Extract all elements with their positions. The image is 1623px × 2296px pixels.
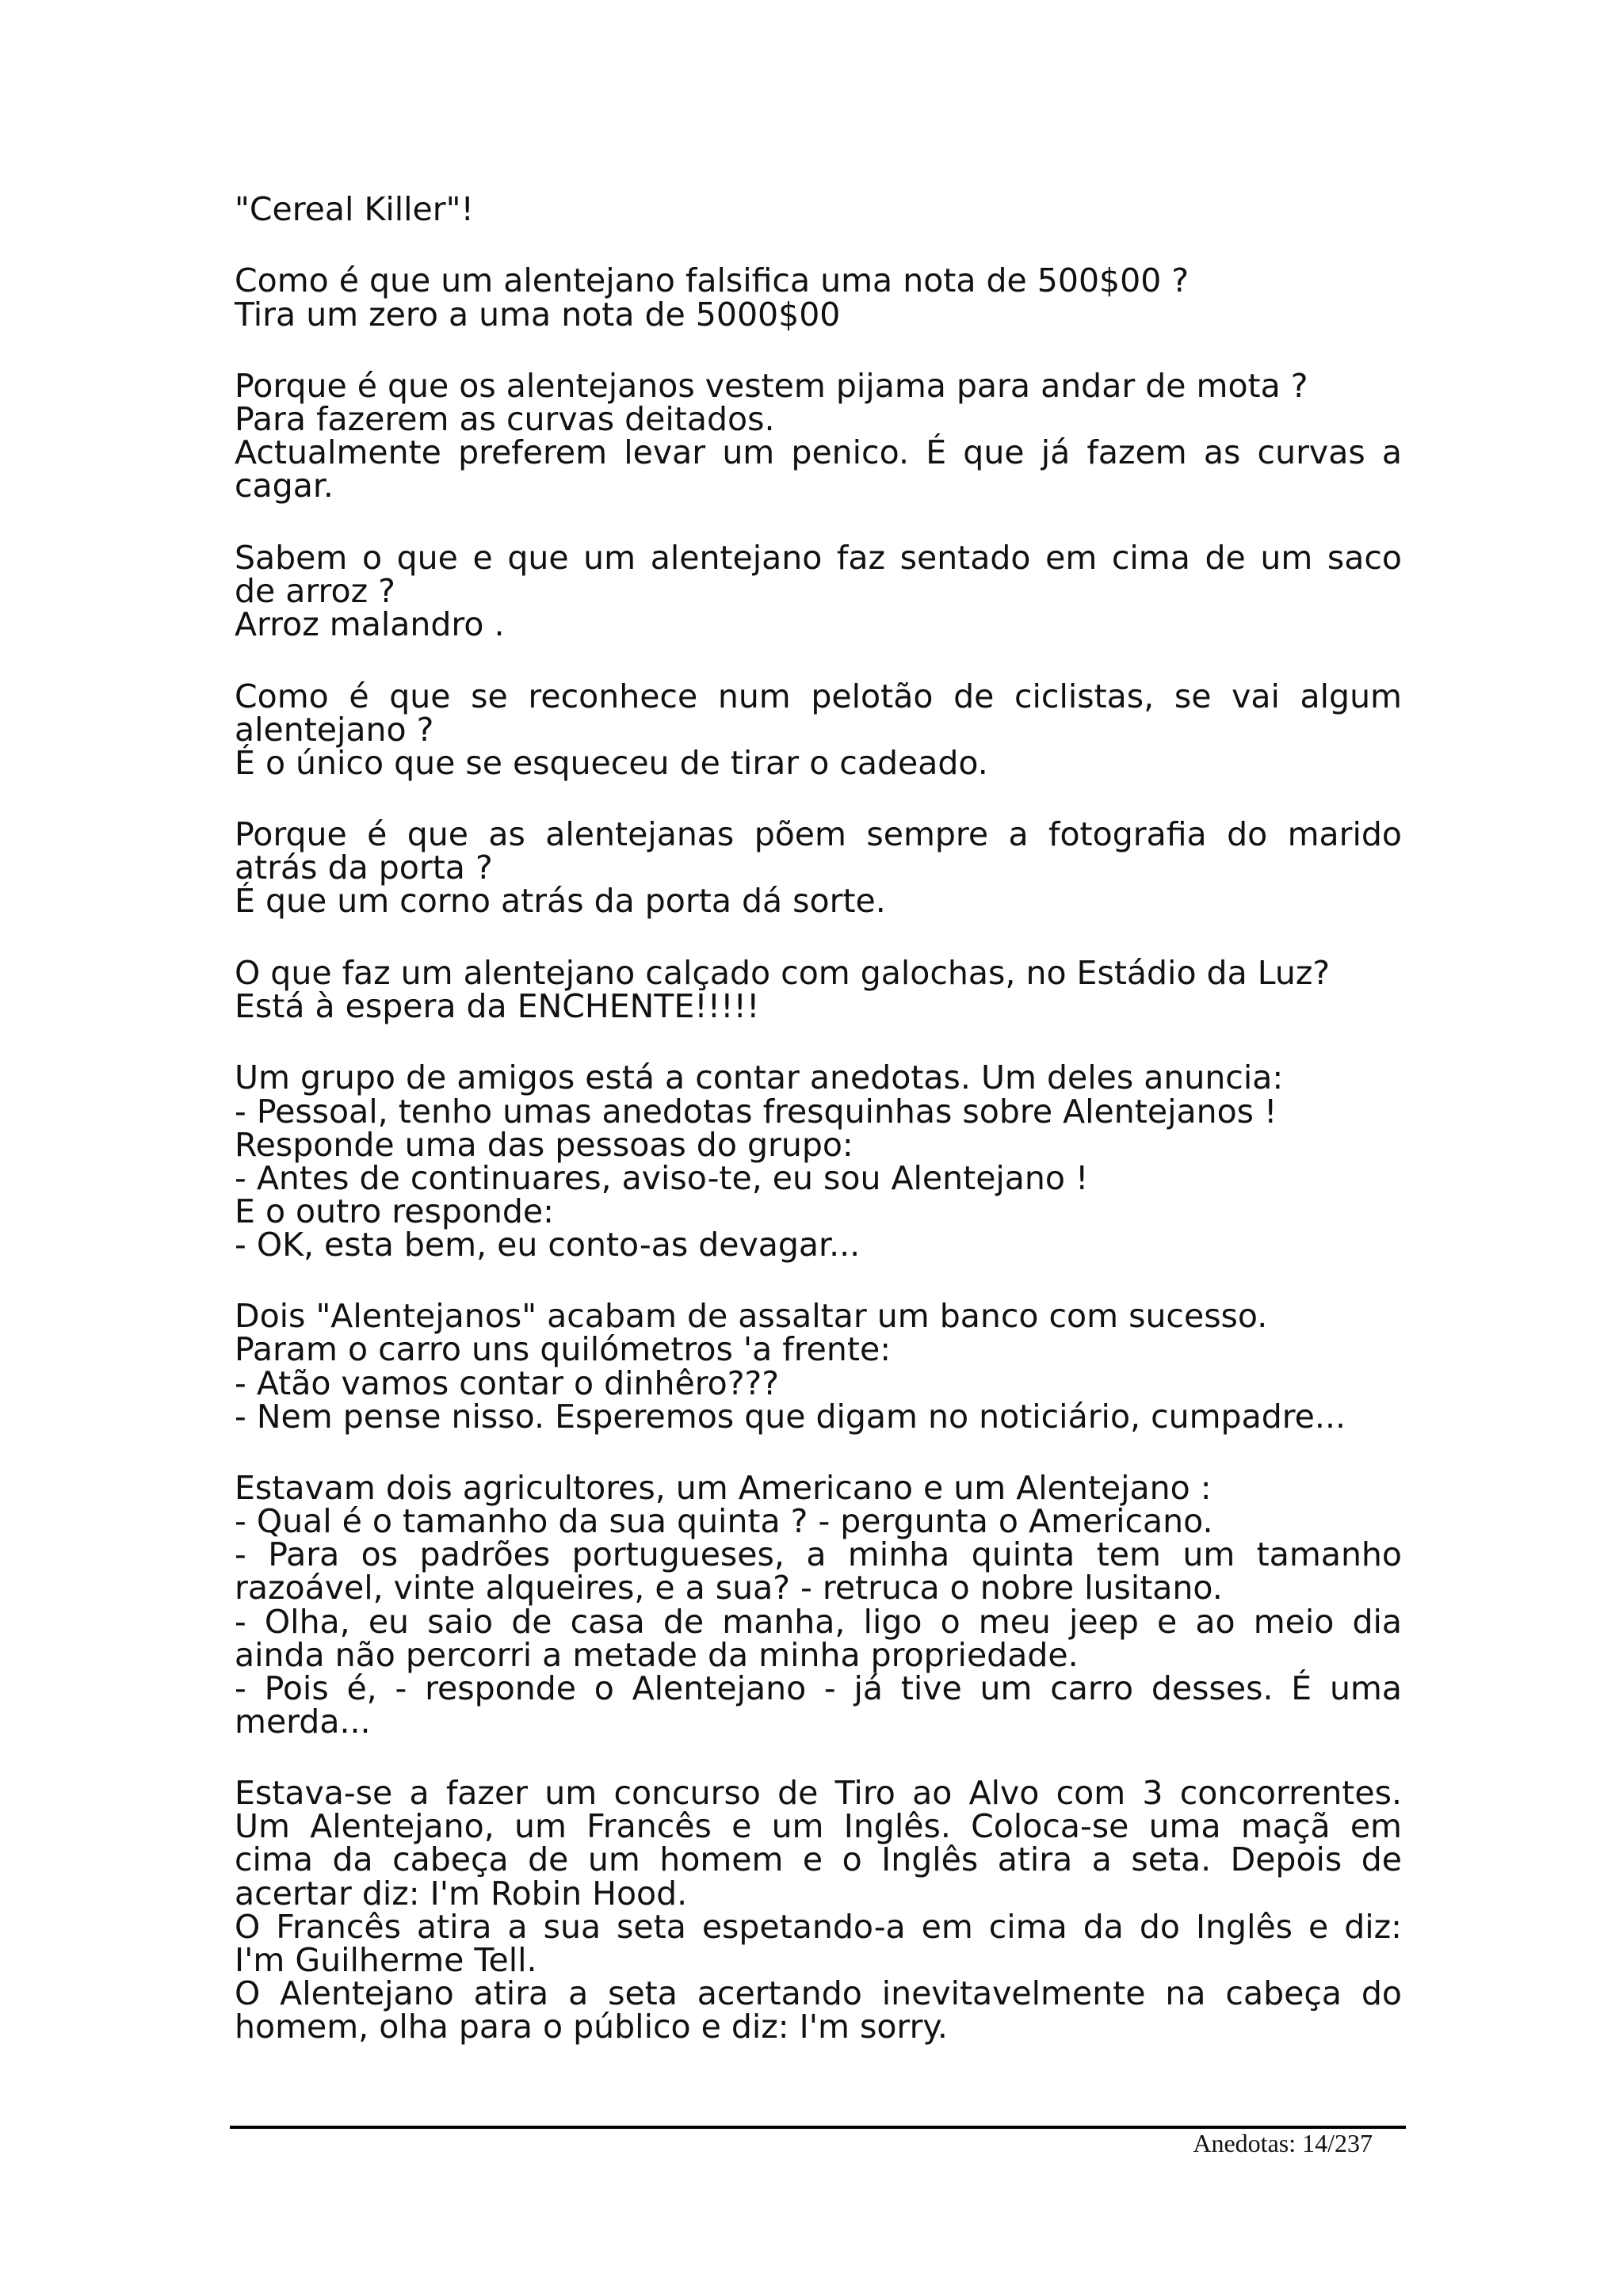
text-line: Como é que um alentejano falsifica uma nota de 500$00 ? [235,261,1190,300]
text-line: O Alentejano atira a seta acertando inevitavelmente na cabeça do [235,1974,1402,2012]
text-line: Estava-se a fazer um concurso de Tiro ao Alvo com 3 concorrentes. [235,1774,1402,1813]
text-line: É o único que se esqueceu de tirar o cadeado. [235,743,988,782]
text-line: "Cereal Killer"! [235,190,474,228]
text-line: de arroz ? [235,571,395,610]
text-line: E o outro responde: [235,1192,554,1230]
joke-paragraph [235,1297,1402,1436]
text-line: É que um corno atrás da porta dá sorte. [235,882,886,921]
text-line: homem, olha para o público e diz: I'm sorry. [235,2007,948,2046]
text-line: Como é que se reconhece num pelotão de ciclistas, se vai algum [235,677,1402,715]
text-line: Param o carro uns quilómetros 'a frente: [235,1330,892,1369]
text-line: - Atão vamos contar o dinhêro??? [235,1363,780,1402]
text-line: - Para os padrões portugueses, a minha quinta tem um tamanho [235,1535,1402,1574]
joke-paragraph [235,1058,1402,1264]
joke-paragraph [235,815,1402,921]
text-line: Dois "Alentejanos" acabam de assaltar um banco com sucesso. [235,1297,1268,1336]
joke-paragraph [235,1774,1402,2046]
joke-paragraph [235,261,1402,334]
joke-paragraph [235,953,1402,1025]
text-line: Estavam dois agricultores, um Americano e um Alentejano : [235,1469,1212,1508]
text-line: - Pois é, - responde o Alentejano - já tive um carro desses. É uma [235,1669,1402,1707]
text-line: Um Alentejano, um Francês e um Inglês. Coloca-se uma maçã em [235,1807,1402,1846]
text-line: O que faz um alentejano calçado com galochas, no Estádio da Luz? [235,953,1331,992]
text-line: ainda não percorri a metade da minha propriedade. [235,1635,1079,1674]
text-line: Porque é que os alentejanos vestem pijama para andar de mota ? [235,367,1308,406]
text-line: Arroz malandro . [235,605,505,644]
text-line: O Francês atira a sua seta espetando-a em cima da do Inglês e diz: [235,1907,1402,1946]
text-line: - Antes de continuares, aviso-te, eu sou Alentejano ! [235,1158,1089,1197]
text-line: merda... [235,1702,371,1741]
text-line: - Nem pense nisso. Esperemos que digam no noticiário, cumpadre... [235,1397,1346,1436]
text-line: atrás da porta ? [235,849,493,887]
text-line: I'm Guilherme Tell. [235,1940,537,1979]
text-line: razoável, vinte alqueires, e a sua? - retruca o nobre lusitano. [235,1569,1223,1608]
joke-paragraph [235,190,1402,228]
text-line: Actualmente preferem levar um penico. É que já fazem as curvas a [235,433,1402,472]
text-line: - Olha, eu saio de casa de manha, ligo o meu jeep e ao meio dia [235,1602,1402,1641]
joke-paragraph [235,1469,1402,1741]
text-line: cagar. [235,467,334,505]
joke-paragraph [235,677,1402,782]
text-line: cima da cabeça de um homem e o Inglês atira a seta. Depois de [235,1840,1402,1879]
page-body [235,190,1402,2046]
text-line: - Qual é o tamanho da sua quinta ? - pergunta o Americano. [235,1502,1213,1541]
text-line: Responde uma das pessoas do grupo: [235,1125,854,1164]
text-line: alentejano ? [235,710,434,749]
text-line: Sabem o que e que um alentejano faz sentado em cima de um saco [235,538,1402,577]
text-line: - Pessoal, tenho umas anedotas fresquinhas sobre Alentejanos ! [235,1092,1277,1131]
joke-paragraph [235,367,1402,505]
joke-paragraph [235,538,1402,644]
text-line: Para fazerem as curvas deitados. [235,400,775,439]
text-line: Porque é que as alentejanas põem sempre a fotografia do marido [235,815,1402,854]
text-line: Um grupo de amigos está a contar anedotas. Um deles anuncia: [235,1058,1284,1097]
text-line: - OK, esta bem, eu conto-as devagar... [235,1225,861,1264]
text-line: Está à espera da ENCHENTE!!!!! [235,986,760,1025]
text-line: acertar diz: I'm Robin Hood. [235,1874,688,1913]
page-number-label: Anedotas: 14/237 [1193,2129,1373,2157]
text-line: Tira um zero a uma nota de 5000$00 [235,295,841,334]
